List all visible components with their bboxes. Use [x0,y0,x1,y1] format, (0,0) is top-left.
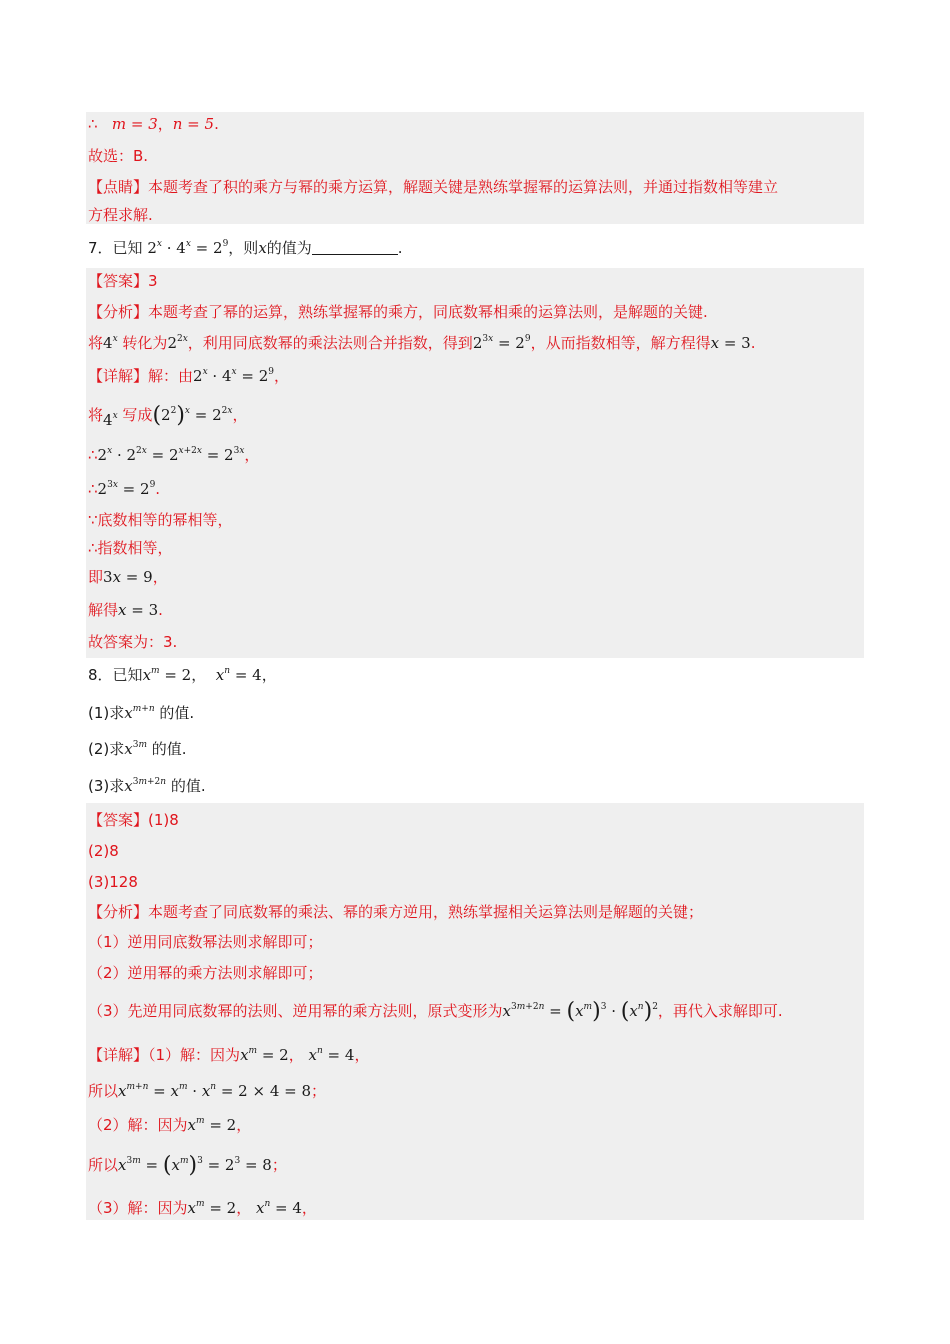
q8-sub-2 [88,739,187,759]
question-number: 7． [88,239,113,257]
math-2-3x-eq-2-9: $2^{3x} = 2^9$ [472,334,531,352]
q7-step-1: 将4$^x$ 写成$(2^2)^x = 2^{2x}$， [88,403,248,429]
sub-question-label: (2)求 [88,740,125,758]
therefore-symbol: ∴ [88,446,98,464]
q8-sub-1 [88,703,194,723]
q7-analysis-line-1 [88,302,708,322]
analysis-text: ，从而指数相等，解方程得 [530,334,711,352]
q7-analysis-line-2 [88,333,755,353]
math-given: $x^n = 4$ [308,1046,355,1064]
math-3x-eq-9: 3x = 9 [103,568,153,586]
answer-tag: 【答案】 [88,811,149,829]
sub-question-label: (1)求 [88,704,125,722]
q8-result-2: 所以$x^{3m} = (x^m)^3 = 2^3 = 8$； [88,1153,287,1178]
comment-text: 本题考查了积的乘方与幂的乘方运算，解题关键是熟练掌握幂的运算法则，并通过指数相等建立 [148,178,779,196]
therefore-symbol: ∴ [88,115,98,133]
q8-answer-3: (3)128 [88,873,138,891]
analysis-text: ，利用同底数幂的乘法法则合并指数，得到 [187,334,473,352]
q6-choice: 故选：B. [88,147,149,165]
math-x-m-plus-n: $x^{m+n}$ [124,704,155,722]
detail-tag: 【详解】 [88,1046,149,1064]
q8-answer-2: (2)8 [88,842,119,860]
math-2-2x: $2^{2x}$ [167,334,188,352]
q7-step-3: $\therefore 2^{3x} = 2^9$. [88,480,161,498]
therefore-symbol: ∴ [88,480,98,498]
math-rewrite: $(2^2)^x = 2^{2x}$ [152,403,233,428]
detail-tag: 【详解】 [88,367,149,385]
q8-analysis-1 [88,902,703,922]
detail-text: 将 [88,406,104,424]
math-given: $2^x \cdot 4^x = 2^9$ [193,367,274,385]
n-value: n = 5 [172,115,215,133]
q7-step-4: ∵底数相等的幂相等， [88,511,233,529]
q8-analysis-2: （1）逆用同底数幂法则求解即可； [88,933,323,951]
q7-answer [88,271,158,291]
q8-detail-2: （2）解：因为$x^m = 2$， [88,1116,252,1134]
math-xn-eq-4: $x^n = 4$ [215,666,262,684]
q8-stem: 8．已知$x^m = 2$， $x^n = 4$， [88,666,277,684]
q6-comment-line-2: 方程求解. [88,206,153,224]
analysis-text: ，再代入求解即可. [657,1002,783,1020]
comment-tag: 【点睛】 [88,178,149,196]
math-x-3m-plus-2n: $x^{3m+2n}$ [124,777,167,795]
q7-step-6: 即3x = 9， [88,568,168,586]
detail-text: 解：由 [148,367,194,385]
math-x-eq-3: x = 3 [118,601,159,619]
math-x-3m: $x^{3m}$ [124,740,147,758]
stem-text: 已知 [112,239,143,257]
q7-final: 故答案为：3. [88,633,178,651]
analysis-text: 本题考查了同底数幂的乘法、幂的乘方逆用，熟练掌握相关运算法则是解题的关键； [148,903,704,921]
answer-value: (1)8 [148,811,179,829]
q7-step-2: $\therefore 2^x \cdot 2^{2x} = 2^{x+2x} = 2^{3x}$， [88,446,260,464]
detail-text: 即 [88,568,104,586]
analysis-text: 将 [88,334,104,352]
math-result-2: $x^{3m} = (x^m)^3 = 2^3 = 8$ [118,1153,272,1178]
q7-stem [88,238,403,258]
q6-comment-line-1 [88,177,778,197]
math-given: $x^n = 4$ [256,1199,302,1217]
math-4x: 4$^x$ [103,411,118,429]
period: . [750,334,756,352]
detail-text: 写成 [122,406,153,424]
detail-text: 解得 [88,601,119,619]
q8-answer-1 [88,810,179,830]
separator: ， [191,666,207,684]
q8-analysis-3: （2）逆用幂的乘方法则求解即可； [88,964,323,982]
sub-question-suffix: 的值. [151,740,187,758]
stem-text: 已知 [112,666,143,684]
math-4x: 4$^x$ [103,334,118,352]
m-value: m = 3 [111,115,158,133]
stem-text: 的值为 [266,239,312,257]
answer-value: 3 [148,272,158,290]
q8-detail-1: 【详解】（1）解：因为$x^m = 2$， $x^n = 4$， [88,1046,370,1064]
sub-question-suffix: 的值. [159,704,195,722]
period: . [397,239,403,257]
math-given: $x^m = 2$ [187,1116,237,1134]
math-xm-eq-2: $x^m = 2$ [142,666,192,684]
analysis-text: 转化为 [122,334,168,352]
q7-step-5: ∴指数相等， [88,539,173,557]
analysis-tag: 【分析】 [88,303,149,321]
sub-question-suffix: 的值. [170,777,206,795]
detail-text: （1）解：因为 [148,1046,241,1064]
detail-text: （2）解：因为 [88,1116,188,1134]
sub-question-label: (3)求 [88,777,125,795]
q8-detail-3: （3）解：因为$x^m = 2$， $x^n = 4$， [88,1199,317,1217]
q8-result-1: 所以$x^{m+n} = x^m \cdot x^n = 2 \times 4 = 8$； [88,1082,327,1100]
q7-equation: $2^x \cdot 4^x = 2^9$ [147,239,229,257]
math-given: $x^m = 2$ [240,1046,289,1064]
answer-tag: 【答案】 [88,272,149,290]
answer-blank [312,240,398,255]
math-result-1: $x^{m+n} = x^m \cdot x^n = 2 \times 4 = 8$ [118,1082,312,1100]
q7-step-7: 解得x = 3. [88,601,163,619]
separator: ， [157,115,173,133]
q7-detail-intro: 【详解】解：由$2^x \cdot 4^x = 2^9$， [88,367,289,385]
variable-x: x [258,239,267,257]
math-transform: $x^{3m+2n} = (x^m)^3 \cdot (x^n)^2$ [502,999,658,1024]
detail-text: 所以 [88,1082,119,1100]
question-number: 8． [88,666,113,684]
detail-text: 所以 [88,1156,119,1174]
analysis-text: 本题考查了幂的运算，熟练掌握幂的乘方，同底数幂相乘的运算法则，是解题的关键. [148,303,708,321]
period: . [214,115,219,133]
math-given: $x^m = 2$ [187,1199,237,1217]
q6-conclusion [88,114,219,134]
q8-analysis-4 [88,1001,783,1022]
q8-sub-3 [88,776,206,796]
detail-text: （3）解：因为 [88,1199,188,1217]
analysis-tag: 【分析】 [88,903,149,921]
math-x-eq-3: x = 3 [710,334,751,352]
stem-text: ，则 [228,239,259,257]
analysis-text: （3）先逆用同底数幂的法则、逆用幂的乘方法则，原式变形为 [88,1002,503,1020]
math-equal-powers: $2^{3x} = 2^9$ [97,480,156,498]
math-combine: $2^x \cdot 2^{2x} = 2^{x+2x} = 2^{3x}$ [97,446,245,464]
